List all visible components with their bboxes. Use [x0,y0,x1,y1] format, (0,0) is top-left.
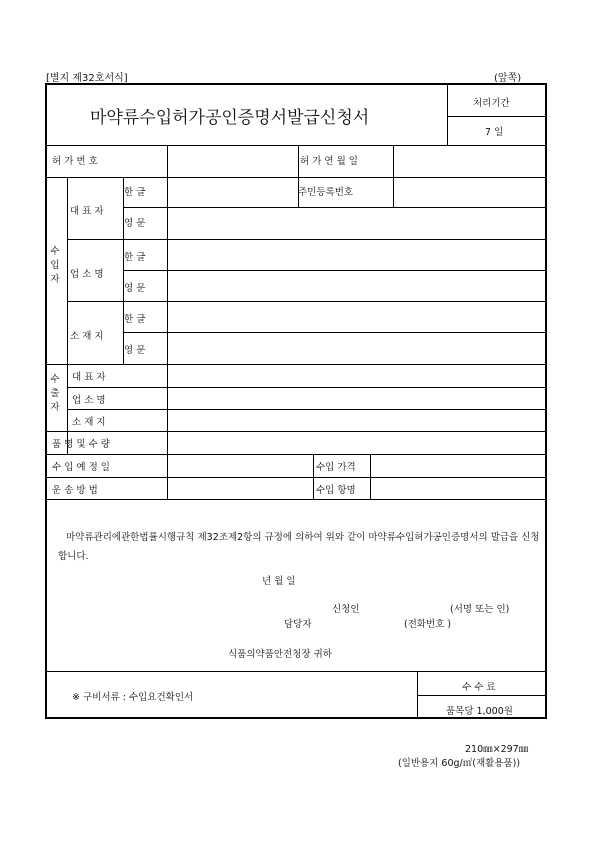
paper-size: 210㎜×297㎜ [465,744,529,755]
biz-english-label: 영 문 [124,283,146,294]
page-side: (앞쪽) [494,73,522,84]
form-title: 마약류수입허가공인증명서발급신청서 [90,108,370,128]
biz-korean-label: 한 글 [124,252,146,263]
permit-number-label: 허 가 번 호 [52,156,98,167]
import-date-label: 수 입 예 정 일 [52,462,110,473]
representative-label: 대 표 자 [70,206,104,217]
rep-korean-label: 한 글 [124,187,146,198]
transport-method-label: 운 송 방 법 [52,485,98,496]
recipient: 식품의약품안전청장 귀하 [228,649,332,660]
loc-english-label: 영 문 [124,345,146,356]
person-in-charge-label: 담당자 [284,619,312,630]
phone-label: (전화번호 ) [404,619,452,630]
location-label: 소 재 지 [70,331,104,342]
exp-rep-label: 대 표 자 [72,372,106,383]
exporter-group-label: 수 출 자 [50,374,60,413]
applicant-label: 신청인 [332,604,360,615]
form-number: [별지 제32호서식] [46,73,128,84]
fee-label: 수 수 료 [462,682,496,693]
import-price-label: 수입 가격 [316,462,356,473]
importer-group-label: 수 입 자 [50,246,60,285]
declaration-date: 년 월 일 [262,576,296,587]
resident-number-label: 주민등록번호 [298,187,354,198]
processing-label: 처리기간 [473,98,510,109]
declaration-text: 마약류관리에관한법률시행규칙 제32조제2항의 규정에 의하여 위와 같이 마약류수입허가공인증명서의 발급을 신청합니다. [58,532,540,562]
item-quantity-label: 품 명 및 수 량 [52,439,110,450]
required-documents: ※ 구비서류 : 수입요건확인서 [72,692,194,703]
import-port-label: 수입 항명 [316,485,356,496]
processing-value: 7 일 [485,127,504,138]
fee-value: 품목당 1,000원 [446,706,513,717]
exp-business-label: 업 소 명 [72,395,106,406]
permit-date-label: 허 가 연 월 일 [300,156,358,167]
paper-type: (일반용지 60g/㎡(재활용품)) [398,758,521,769]
rep-english-label: 영 문 [124,218,146,229]
business-name-label: 업 소 명 [70,269,104,280]
loc-korean-label: 한 글 [124,314,146,325]
applicant-signature: (서명 또는 인) [450,604,510,615]
exp-location-label: 소 재 지 [72,417,106,428]
